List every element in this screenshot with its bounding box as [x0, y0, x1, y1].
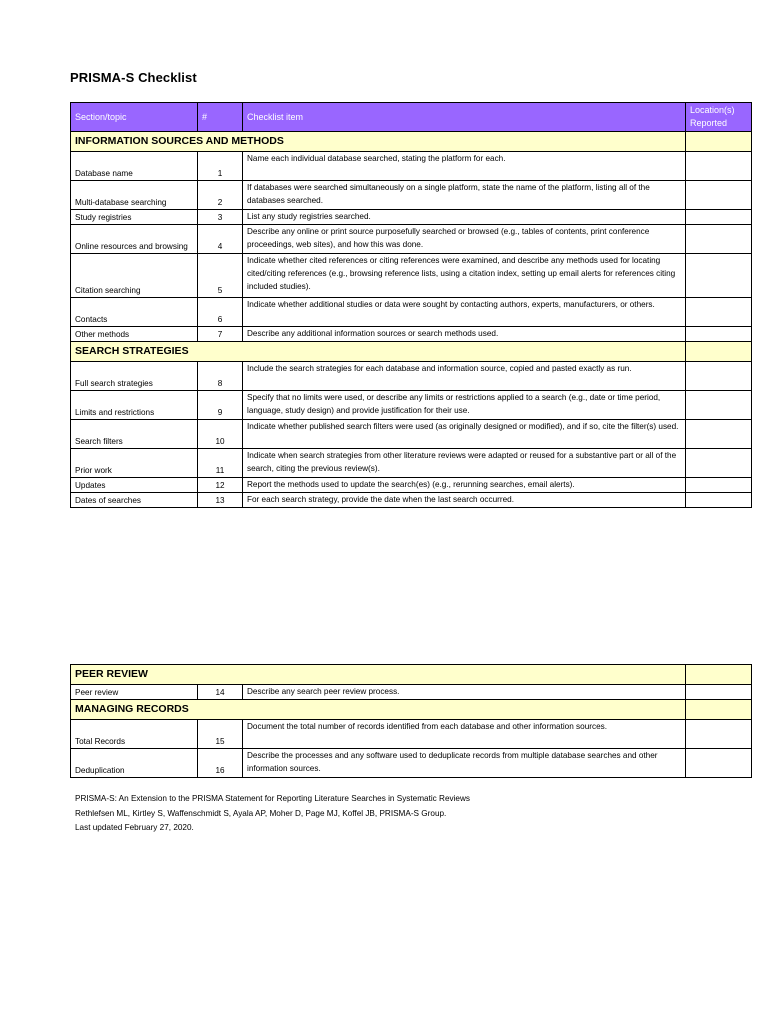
- checklist-item-cell: Describe any additional information sources or search methods used.: [243, 327, 686, 342]
- table-row: [71, 152, 752, 181]
- topic-cell: Online resources and browsing: [71, 225, 198, 254]
- table-row: [71, 478, 752, 493]
- topic-cell: Full search strategies: [71, 362, 198, 391]
- checklist-item-cell: Indicate whether additional studies or data were sought by contacting authors, experts, manufacturers, or others.: [243, 298, 686, 327]
- number-cell: 11: [198, 449, 243, 478]
- checklist-item-cell: Indicate when search strategies from other literature reviews were adapted or reused for a substantive part or all of the search, citing the previous review(s).: [243, 449, 686, 478]
- number-cell: 7: [198, 327, 243, 342]
- table-row: [71, 749, 752, 778]
- section-row-managing-records: [71, 700, 752, 720]
- location-reported-cell[interactable]: [686, 362, 752, 391]
- topic-cell: Deduplication: [71, 749, 198, 778]
- table-row: [71, 420, 752, 449]
- number-cell: 14: [198, 685, 243, 700]
- checklist-item-cell: Describe the processes and any software used to deduplicate records from multiple database searches and other information sources.: [243, 749, 686, 778]
- topic-cell: Updates: [71, 478, 198, 493]
- checklist-item-cell: Describe any online or print source purposefully searched or browsed (e.g., tables of contents, print conference proceedings, web sites), and how this was done.: [243, 225, 686, 254]
- table-row: [71, 685, 752, 700]
- location-reported-cell[interactable]: [686, 391, 752, 420]
- section-title: INFORMATION SOURCES AND METHODS: [71, 132, 686, 152]
- table-row: [71, 181, 752, 210]
- section-row-search-strategies: [71, 342, 752, 362]
- checklist-item-cell: Specify that no limits were used, or describe any limits or restrictions applied to a search (e.g., date or time period, language, study design) and provide justification for their use.: [243, 391, 686, 420]
- checklist-item-cell: List any study registries searched.: [243, 210, 686, 225]
- topic-cell: Other methods: [71, 327, 198, 342]
- number-cell: 9: [198, 391, 243, 420]
- location-reported-cell[interactable]: [686, 720, 752, 749]
- topic-cell: Multi-database searching: [71, 181, 198, 210]
- citation-footer: [75, 792, 470, 836]
- topic-cell: Limits and restrictions: [71, 391, 198, 420]
- section-row-information-sources-and-methods: [71, 132, 752, 152]
- section-location-cell: [686, 132, 752, 152]
- checklist-item-cell: Indicate whether published search filters were used (as originally designed or modified), and if so, cite the filter(s) used.: [243, 420, 686, 449]
- location-reported-cell[interactable]: [686, 298, 752, 327]
- checklist-item-cell: Indicate whether cited references or citing references were examined, and describe any methods used for locating cited/citing references (e.g., browsing reference lists, using a citation index, setting up email alerts for references citing included studies).: [243, 254, 686, 298]
- number-cell: 1: [198, 152, 243, 181]
- footer-last-updated: Last updated February 27, 2020.: [75, 823, 194, 832]
- checklist-table-continued: [70, 664, 752, 778]
- location-reported-cell[interactable]: [686, 152, 752, 181]
- document-title: PRISMA-S Checklist: [70, 70, 197, 85]
- number-cell: 10: [198, 420, 243, 449]
- table-row: [71, 210, 752, 225]
- table-header-row: [71, 103, 752, 132]
- table-row: [71, 362, 752, 391]
- location-reported-cell[interactable]: [686, 225, 752, 254]
- table-row: [71, 254, 752, 298]
- checklist-item-cell: Report the methods used to update the search(es) (e.g., rerunning searches, email alerts).: [243, 478, 686, 493]
- section-title: SEARCH STRATEGIES: [71, 342, 686, 362]
- topic-cell: Citation searching: [71, 254, 198, 298]
- topic-cell: Study registries: [71, 210, 198, 225]
- number-cell: 15: [198, 720, 243, 749]
- header-location-reported: [686, 103, 752, 132]
- topic-cell: Total Records: [71, 720, 198, 749]
- topic-cell: Database name: [71, 152, 198, 181]
- topic-cell: Peer review: [71, 685, 198, 700]
- topic-cell: Prior work: [71, 449, 198, 478]
- header-location-line2: Reported: [690, 118, 728, 128]
- number-cell: 5: [198, 254, 243, 298]
- number-cell: 12: [198, 478, 243, 493]
- location-reported-cell[interactable]: [686, 493, 752, 508]
- location-reported-cell[interactable]: [686, 254, 752, 298]
- topic-cell: Contacts: [71, 298, 198, 327]
- number-cell: 16: [198, 749, 243, 778]
- header-checklist-item: Checklist item: [243, 103, 686, 132]
- header-number: #: [198, 103, 243, 132]
- checklist-item-cell: Document the total number of records identified from each database and other information sources.: [243, 720, 686, 749]
- topic-cell: Dates of searches: [71, 493, 198, 508]
- number-cell: 6: [198, 298, 243, 327]
- number-cell: 13: [198, 493, 243, 508]
- location-reported-cell[interactable]: [686, 420, 752, 449]
- checklist-item-cell: Name each individual database searched, stating the platform for each.: [243, 152, 686, 181]
- section-title: PEER REVIEW: [71, 665, 686, 685]
- location-reported-cell[interactable]: [686, 449, 752, 478]
- location-reported-cell[interactable]: [686, 749, 752, 778]
- table-row: [71, 298, 752, 327]
- section-title: MANAGING RECORDS: [71, 700, 686, 720]
- location-reported-cell[interactable]: [686, 685, 752, 700]
- number-cell: 4: [198, 225, 243, 254]
- header-section-topic: Section/topic: [71, 103, 198, 132]
- number-cell: 3: [198, 210, 243, 225]
- checklist-item-cell: For each search strategy, provide the date when the last search occurred.: [243, 493, 686, 508]
- header-location-line1: Location(s): [690, 105, 735, 115]
- location-reported-cell[interactable]: [686, 210, 752, 225]
- section-location-cell: [686, 665, 752, 685]
- section-location-cell: [686, 700, 752, 720]
- location-reported-cell[interactable]: [686, 327, 752, 342]
- number-cell: 8: [198, 362, 243, 391]
- location-reported-cell[interactable]: [686, 478, 752, 493]
- checklist-item-cell: Include the search strategies for each database and information source, copied and pasted exactly as run.: [243, 362, 686, 391]
- number-cell: 2: [198, 181, 243, 210]
- checklist-item-cell: Describe any search peer review process.: [243, 685, 686, 700]
- section-location-cell: [686, 342, 752, 362]
- table-row: [71, 327, 752, 342]
- table-row: [71, 449, 752, 478]
- location-reported-cell[interactable]: [686, 181, 752, 210]
- table-row: [71, 225, 752, 254]
- checklist-item-cell: If databases were searched simultaneously on a single platform, state the name of the platform, listing all of the databases searched.: [243, 181, 686, 210]
- footer-citation-title: PRISMA-S: An Extension to the PRISMA Statement for Reporting Literature Searches in Systematic Reviews: [75, 794, 470, 803]
- footer-authors: Rethlefsen ML, Kirtley S, Waffenschmidt S, Ayala AP, Moher D, Page MJ, Koffel JB, PRISMA-S Group.: [75, 808, 447, 818]
- table-row: [71, 493, 752, 508]
- table-row: [71, 391, 752, 420]
- topic-cell: Search filters: [71, 420, 198, 449]
- section-row-peer-review: [71, 665, 752, 685]
- checklist-table-main: [70, 102, 752, 508]
- table-row: [71, 720, 752, 749]
